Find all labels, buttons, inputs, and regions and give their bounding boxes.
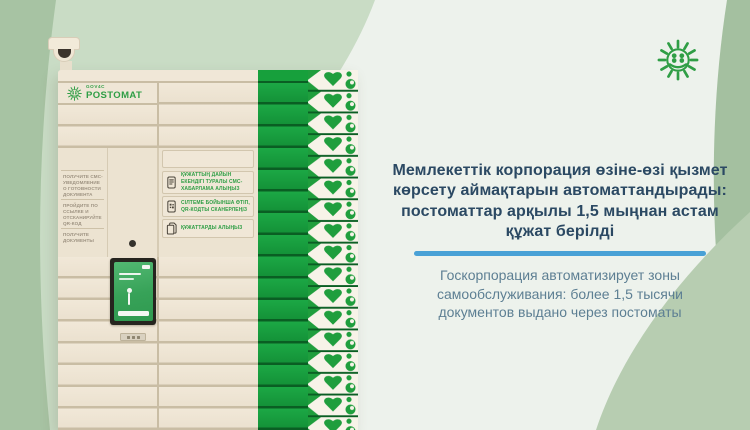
- brand-name-big: POSTOMAT: [86, 90, 143, 102]
- kk-step-2-label: СІЛТЕМЕ БОЙЫНША ӨТІП, QR-КОДТЫ СКАНЕРЛЕҢІЗ: [181, 199, 250, 213]
- kk-step-3-label: ҚҰЖАТТАРДЫ АЛЫҢЫЗ: [181, 225, 243, 232]
- sms-icon: [166, 176, 177, 189]
- kk-step-1-label: ҚҰЖАТТЫҢ ДАЙЫН ЕКЕНДІГІ ТУРАЛЫ СМС-ХАБАРЛАМА АЛЫҢЫЗ: [181, 172, 243, 192]
- kk-step-3: [162, 219, 254, 238]
- headline-block: [386, 161, 734, 322]
- subtitle-russian: Госкорпорация автоматизирует зоны самообслуживания: более 1,5 тысячи документов выдано через постоматы: [437, 266, 683, 321]
- instructions-kazakh: [158, 148, 258, 257]
- gov4c-sun-icon: [67, 86, 82, 101]
- security-camera-icon: [48, 37, 82, 71]
- ru-step-2-label: ПРОЙДИТЕ ПО ССЫЛКЕ И ОТСКАНИРУЙТЕ QR-КОД: [63, 203, 102, 226]
- title-kazakh: Мемлекеттік корпорация өзіне-өзі қызмет көрсету аймақтарын автоматтандырады: постоматтар арқылы 1,5 мыңнан астам құжат берілді: [392, 162, 728, 240]
- documents-icon: [166, 222, 177, 235]
- kk-step-2: [162, 196, 254, 217]
- blue-divider: [414, 251, 706, 256]
- postomat-logo: [58, 83, 157, 105]
- kk-step-1: [162, 171, 254, 194]
- instructions-russian: [59, 148, 106, 257]
- keypad[interactable]: [120, 333, 146, 341]
- machine-top-cap: [58, 70, 258, 83]
- ru-step-3-label: ПОЛУЧИТЕ ДОКУМЕНТЫ: [63, 232, 95, 243]
- ru-step-1: [61, 170, 104, 199]
- machine-console: [58, 148, 258, 257]
- ru-step-2: [61, 199, 104, 228]
- gov4c-sun-logo: [657, 39, 699, 81]
- ru-step-1-label: ПОЛУЧИТЕ СМС-УВЕДОМЛЕНИЕ О ГОТОВНОСТИ ДОКУМЕНТА: [63, 174, 103, 197]
- ru-step-3: [61, 228, 104, 257]
- green-doors-column: [258, 70, 308, 430]
- qr-phone-icon: [166, 200, 177, 213]
- touchscreen-display: [114, 262, 153, 321]
- brand-name-small: GOV4C: [86, 84, 106, 90]
- screen-camera-dot: [129, 240, 136, 247]
- console-blank-cell: [162, 150, 254, 168]
- kazakh-ornament-column: [308, 70, 358, 430]
- postomat-machine: [58, 70, 358, 430]
- touchscreen[interactable]: [110, 258, 156, 325]
